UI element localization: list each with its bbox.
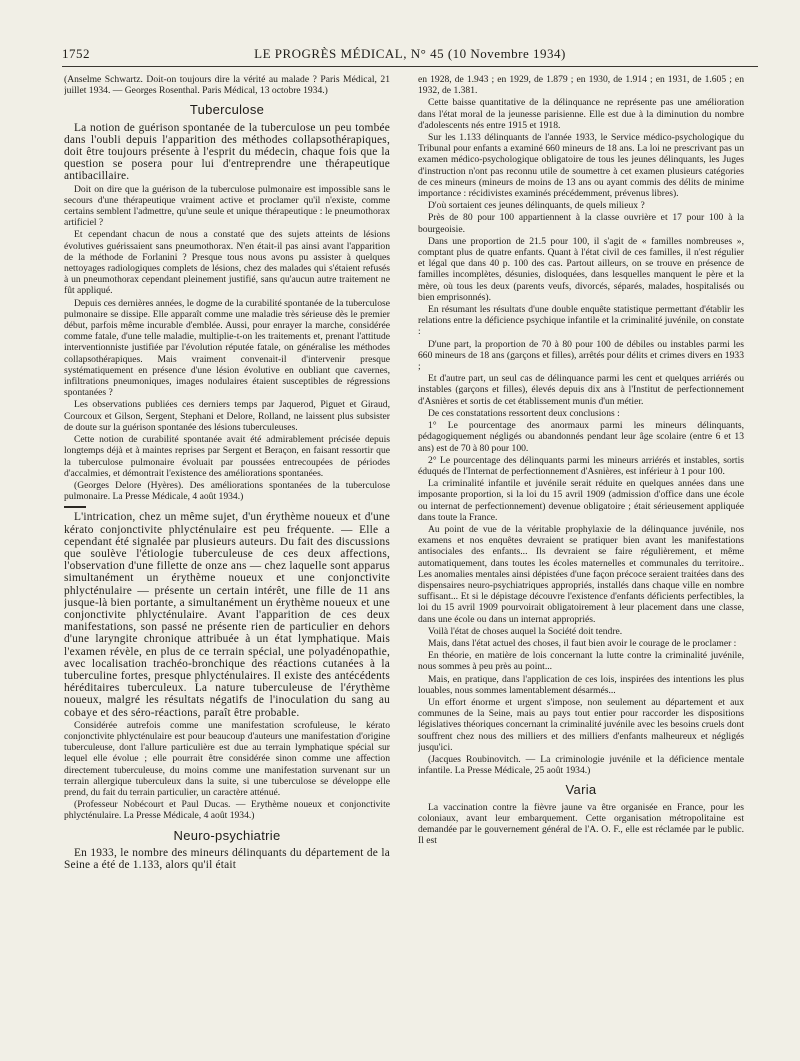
paragraph: Voilà l'état de choses auquel la Société doit tendre. [428, 625, 623, 637]
paragraph: Mais, en pratique, dans l'application de ces lois, inspirées des intentions les plus louables, nous sommes lamentablement désarmés... [418, 673, 744, 696]
section-heading-neuro: Neuro-psychiatrie [173, 827, 281, 843]
section-heading-tuberculose: Tuberculose [189, 102, 265, 118]
left-column [64, 74, 390, 1049]
paragraph: Dans une proportion de 21.5 pour 100, il s'agit de « familles nombreuses », comptant plus de quatre enfants. Quant à l'état civil de ces familles, il n'est régulier et légal que dans 40 p. 100 des cas. Partout ailleurs, on se trouve en présence de familles incomplètes, désunies, disloquées, dans lesquelles manquent le père et la mère, où tous les deux (parents veufs, divorcés, séparés, malades, hospitalisés ou bien emprisonnés). [418, 235, 744, 303]
header-rule [62, 66, 758, 67]
paragraph: (Professeur Nobécourt et Paul Ducas. — Erythème noueux et conjonctivite phlycténulaire. La Presse Médicale, 4 août 1934.) [64, 799, 390, 822]
lead-paragraph: L'intrication, chez un même sujet, d'un érythème noueux et d'une kérato conjonctivite phlycténulaire est peu fréquente. — Elle a cependant été signalée par plusieurs auteurs. Du fait des discussions que soulève l'étiologie tuberculeuse de ces deux affections, l'observation d'une fillette de onze ans — chez laquelle sont apparus simultanément un érythème noueux et une conjonctivite phlycténulaire — présente un certain intérêt, une fille de 11 ans jusque-là bien portante, a simultanément un érythème noueux et une conjonctivite phlycténulaire. Avant l'apparition de ces deux manifestations, son passé ne présente rien de particulier en dehors d'une laryngite chronique attribuée à un état lymphatique. Mais l'examen révèle, en plus de ce terrain spécial, une polyadénopathie, avec localisation trachéo-bronchique des réactions cutanées à la tuberculine fortes, presque phlycténulaires. Il existe des antécédents héréditaires tuberculeux. La nature tuberculeuse de l'érythème noueux, malgré les résultats négatifs de l'inoculation du sang au cobaye et des séro-réactions, paraît être probable. [64, 511, 390, 719]
running-title: LE PROGRÈS MÉDICAL, N° 45 (10 Novembre 1934) [254, 46, 566, 61]
paragraph: Au point de vue de la véritable prophylaxie de la délinquance juvénile, nos examens et nos enquêtes devraient se pratiquer bien avant les manifestations antisociales des enfants... Ils devraient se faire régulièrement, et même automatiquement, dans toutes les écoles maternelles et communales du territoire.. Les anomalies mentales ainsi dépistées d'une façon précoce seraient traitées dans des dispensaires neuro-psychiatriques appropriés, installés dans chaque ville en nombre suffisant... Et si le dépistage découvre l'existence d'enfants déficients perfectibles, la loi du 15 avril 1909 pourvoirait obligatoirement à leur placement dans une classe, dans une école ou dans un internat appropriés. [418, 523, 744, 625]
paragraph: (Anselme Schwartz. Doit-on toujours dire la vérité au malade ? Paris Médical, 21 juillet 1934. — Georges Rosenthal. Paris Médical, 13 octobre 1934.) [64, 74, 390, 97]
paragraph: Mais, dans l'état actuel des choses, il faut bien avoir le courage de le proclamer : [428, 637, 737, 649]
paragraph: Les observations publiées ces derniers temps par Jaquerod, Piguet et Giraud, Courcoux et Gilson, Sergent, Stephani et Delore, Rolland, ne laissent plus subsister de doute sur la guérison spontanée des lésions tuberculeuses. [64, 399, 390, 433]
paragraph: Doit on dire que la guérison de la tuberculose pulmonaire est impossible sans le secours d'une thérapeutique vraiment active et proclamer qu'il n'existe, comme certains semblent l'admettre, qu'une seule et unique thérapeutique : le pneumothorax artificiel ? [64, 183, 390, 229]
paragraph: D'une part, la proportion de 70 à 80 pour 100 de débiles ou instables parmi les 660 mineurs de 18 ans (garçons et filles), arrêtés pour délits et crimes divers en 1933 ; [418, 338, 744, 373]
lead-paragraph: En 1933, le nombre des mineurs délinquants du département de la Seine a été de 1.133, alors qu'il était [64, 846, 390, 871]
paragraph: Et cependant chacun de nous a constaté que des sujets atteints de lésions évolutives guérissaient sans pneumothorax. N'en était-il pas ainsi avant l'apparition de la méthode de Forlanini ? Presque tous nous avons pu assister à quelques nettoyages radiologiques complets de lésions, chez des malades qui s'étaient refusés à un pneumothorax cependant pleinement justifié, sans qu'aucun autre traitement ne fût appliqué. [64, 229, 390, 297]
paragraph: Près de 80 pour 100 appartiennent à la classe ouvrière et 17 pour 100 à la bourgeoisie. [418, 212, 744, 235]
paragraph: La criminalité infantile et juvénile serait réduite en quelques années dans une imposante proportion, si la loi du 15 avril 1909 (admission d'office dans une école ou internat de perfectionnement) devenue obligatoire ; était sérieusement appliquée dans toute la France. [418, 478, 744, 523]
paragraph: Et d'autre part, un seul cas de délinquance parmi les cent et quelques arriérés ou instables (garçons et filles), élevés depuis dix ans à l'Institut de perfectionnement d'Asnières et sortis de cet établissement munis d'un métier. [418, 373, 744, 407]
paragraph: La vaccination contre la fièvre jaune va être organisée en France, pour les coloniaux, avant leur embarquement. Cette organisation métropolitaine est demandée par le gouvernement général de l'A. O. F., elle est réclamée par le public. Il est [418, 801, 744, 847]
paragraph: (Jacques Roubinovitch. — La criminologie juvénile et la déficience mentale infantile. La Presse Médicale, 25 août 1934.) [418, 753, 744, 777]
separator [64, 506, 86, 508]
paragraph: 2° Le pourcentage des délinquants parmi les mineurs arriérés et instables, sortis éduqués de l'Internat de perfectionnement d'Asnières, est inférieur à 1 pour 100. [418, 454, 744, 477]
paragraph: 1° Le pourcentage des anormaux parmi les mineurs délinquants, pédagogiquement négligés ou abandonnés pendant leur âge scolaire (entre 6 et 13 ans) est de 70 à 80 pour 100. [418, 420, 744, 454]
paragraph: Depuis ces dernières années, le dogme de la curabilité spontanée de la tuberculose pulmonaire se dissipe. Elle apparaît comme une maladie très sérieuse dès le premier début, parfois même incurable d'emblée. Aussi, pour enrayer la marche, considérée comme fatale, d'une telle maladie, multiplie-t-on les traitements et, prenant l'attitude interventionniste justifiée par l'évolution réputée fatale, on généralise les méthodes collapsothérapiques. Mais vraiment convenait-il d'intervenir presque systématiquement en présence d'une lésion évolutive en oubliant que cavernes, infiltrations pneumoniques, images nodulaires étaient susceptibles de régressions spontanées ? [64, 297, 390, 399]
paragraph: Un effort énorme et urgent s'impose, non seulement au département et aux communes de la Seine, mais au pays tout entier pour raccorder les dispositions législatives théoriques concernant la criminalité juvénile avec les besoins cruels dont souffrent chez nous des milliers et des milliers d'enfants malheureux et négligés jusqu'ici. [418, 696, 744, 753]
section-heading-varia: Varia [565, 782, 597, 798]
paragraph: Cette notion de curabilité spontanée avait été admirablement précisée depuis longtemps déjà et à maintes reprises par Sergent et Beraçon, en faisant ressortir que la tuberculose pulmonaire évoluait par poussées entrecoupées de périodes d'accalmies, et démontrait l'existence des améliorations spontanées. [64, 434, 390, 479]
paragraph: (Georges Delore (Hyères). Des améliorations spontanées de la tuberculose pulmonaire. La Presse Médicale, 4 août 1934.) [64, 479, 390, 503]
paragraph: En théorie, en matière de lois concernant la lutte contre la criminalité juvénile, nous sommes à peu près au point... [418, 650, 744, 673]
right-column [418, 74, 744, 1049]
paragraph: Cette baisse quantitative de la délinquance ne représente pas une amélioration dans l'état moral de la jeunesse parisienne. Elle est due à la diminution du nombre d'adolescents nés entre 1915 et 1918. [418, 97, 744, 131]
paragraph: En résumant les résultats d'une double enquête statistique permettant d'établir les relations entre la déficience psychique infantile et la criminalité juvénile, on constate : [418, 304, 744, 338]
page-number: 1752 [62, 46, 90, 61]
paragraph: en 1928, de 1.943 ; en 1929, de 1.879 ; en 1930, de 1.914 ; en 1931, de 1.605 ; en 1932, de 1.381. [418, 74, 744, 97]
paragraph: Sur les 1.133 délinquants de l'année 1933, le Service médico-psychologique du Tribunal pour enfants a examiné 660 mineurs de 18 ans. La loi ne prescrivant pas un examen médico-psychologique obligatoire de tous les jeunes délinquants, les Juges d'instruction n'ont pas reconnu utile de soumettre à cet examen plusieurs catégories de ces mineurs (mineurs de moins de 13 ans ou ayant commis des délits de minime importance : récidivistes examinés précédemment, prévenus libres). [418, 132, 744, 200]
paragraph: Considérée autrefois comme une manifestation scrofuleuse, le kérato conjonctivite phlycténulaire est pour beaucoup d'auteurs une manifestation d'origine tuberculeuse, dont l'allure particulière est due au terrain lymphatique spécial sur lequel elle évolue ; elle pourrait être considérée sinon comme une affection directement tuberculeuse, du moins comme une manifestation survenant sur un terrain allergique tuberculeux dans la suite, si une tuberculose se développe elle prend, du fait du terrain particulier, un caractère atténué. [64, 719, 390, 798]
paragraph: De ces constatations ressortent deux conclusions : [428, 407, 620, 419]
paragraph: D'où sortaient ces jeunes délinquants, de quels milieux ? [428, 200, 645, 212]
lead-paragraph: La notion de guérison spontanée de la tuberculose un peu tombée dans l'oubli depuis l'apparition des méthodes collapsothérapiques, doit être toujours présente à l'esprit du médecin, chaque fois que la question se posera pour lui d'entreprendre une thérapeutique antibacillaire. [64, 121, 390, 183]
page-header [62, 46, 758, 66]
